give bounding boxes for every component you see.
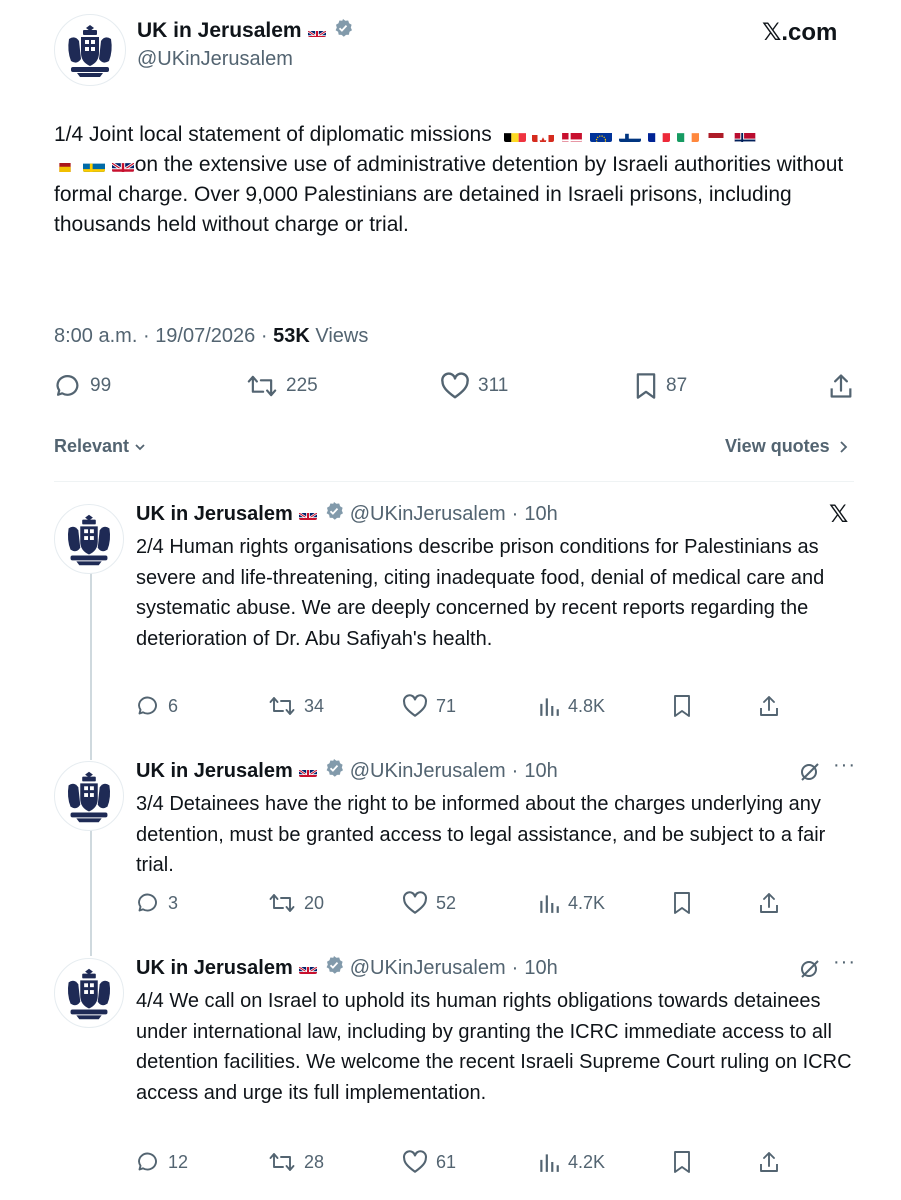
bookmark-icon [634, 372, 658, 400]
share-button[interactable] [758, 694, 780, 718]
x-brand-logo: 𝕏.com [762, 19, 838, 46]
chevron-right-icon [838, 440, 848, 454]
bookmark-icon [672, 891, 692, 915]
tweet-text-rest: on the extensive use of administrative detention by Israeli authorities without formal charge. Over 9,000 Palestinians are detained in Israeli prisons, including thousands held without charge or trial. [54, 153, 844, 236]
reply-text: 2/4 Human rights organisations describe prison conditions for Palestinians as severe and life-threatening, citing inadequate food, denial of medical care and systematic abuse. We are deeply concerned by recent reports regarding the deterioration of Dr. Abu Safiyah's health. [136, 536, 825, 650]
bookmark-icon [672, 1150, 692, 1174]
share-button[interactable] [828, 372, 854, 400]
repost-count: 225 [286, 375, 318, 396]
tweet-text [54, 120, 854, 240]
heart-icon [402, 1150, 428, 1174]
view-quotes-label: View quotes [725, 436, 830, 456]
reply-icon [136, 891, 160, 915]
royal-coat-of-arms-icon [55, 762, 123, 830]
sort-dropdown[interactable] [54, 436, 147, 457]
views-count: 4.7K [568, 892, 606, 913]
separator-dot: · [511, 502, 519, 525]
uk-flag-icon [299, 962, 317, 974]
thread-line [90, 828, 92, 956]
bookmark-count: 87 [666, 375, 688, 396]
share-icon [758, 1150, 780, 1174]
spain-flag-icon [54, 157, 76, 172]
share-icon [758, 891, 780, 915]
author-row [137, 18, 353, 44]
thread-line [90, 570, 92, 760]
uk-flag-icon [308, 25, 326, 37]
repost-icon [268, 694, 296, 718]
author-handle[interactable]: @UKinJerusalem [349, 502, 506, 525]
views-label: Views [315, 325, 369, 347]
belgium-flag-icon [504, 127, 526, 142]
separator-dot: · [142, 325, 150, 347]
views-button[interactable] [538, 694, 605, 718]
timestamp-row [54, 325, 368, 348]
reply-header [136, 955, 558, 981]
like-count: 311 [478, 375, 509, 396]
repost-icon [268, 891, 296, 915]
like-button[interactable] [402, 891, 456, 915]
bookmark-button[interactable] [634, 372, 687, 400]
eu-flag-icon [590, 127, 612, 142]
reply-text: 4/4 We call on Israel to uphold its human rights obligations towards detainees under international law, including by granting the ICRC immediate access to all detention facilities. We welcome the recent Israeli Supreme Court ruling on ICRC access and urge its full implementation. [136, 990, 852, 1104]
reply-time[interactable]: 10h [524, 956, 558, 979]
avatar[interactable] [54, 14, 126, 86]
view-quotes-link[interactable] [725, 436, 848, 457]
repost-count: 28 [304, 1151, 325, 1172]
royal-coat-of-arms-icon [55, 15, 125, 85]
tweet-date[interactable]: 19/07/2026 [155, 325, 256, 347]
reply-button[interactable] [136, 694, 178, 718]
flags-row [504, 123, 758, 146]
avatar[interactable] [54, 761, 124, 831]
reply-header [136, 758, 558, 784]
author-name[interactable]: UK in Jerusalem [136, 759, 293, 782]
like-count: 52 [436, 892, 457, 913]
separator-dot: · [260, 325, 268, 347]
author-name[interactable]: UK in Jerusalem [136, 502, 293, 525]
netherlands-flag-icon [705, 127, 727, 142]
share-icon [758, 694, 780, 718]
author-handle[interactable]: @UKinJerusalem [137, 48, 293, 70]
reply-text: 3/4 Detainees have the right to be informed about the charges underlying any detention, must be granted access to legal assistance, and be subject to a fair trial. [136, 793, 826, 876]
author-handle[interactable]: @UKinJerusalem [349, 759, 506, 782]
heart-icon [402, 891, 428, 915]
reply-count: 3 [168, 892, 179, 913]
reply-button[interactable] [136, 891, 178, 915]
avatar[interactable] [54, 504, 124, 574]
reply-icon [136, 694, 160, 718]
tweet-time[interactable]: 8:00 a.m. [54, 325, 138, 347]
tweet-text-line1: 1/4 Joint local statement of diplomatic missions [54, 123, 492, 146]
like-count: 71 [436, 695, 457, 716]
denmark-flag-icon [561, 127, 583, 142]
divider [54, 481, 854, 482]
bookmark-icon [672, 694, 692, 718]
reply-count: 6 [168, 695, 179, 716]
sweden-flag-icon [83, 157, 105, 172]
chevron-down-icon [133, 440, 147, 454]
like-button[interactable] [440, 372, 508, 400]
ireland-flag-icon [677, 127, 699, 142]
heart-icon [402, 694, 428, 718]
repost-icon [268, 1150, 296, 1174]
reply-icon [136, 1150, 160, 1174]
like-button[interactable] [402, 1150, 456, 1174]
bookmark-button[interactable] [672, 891, 692, 915]
reply-button[interactable] [54, 372, 111, 400]
grok-icon[interactable] [798, 760, 822, 789]
like-count: 61 [436, 1151, 457, 1172]
views-button[interactable] [538, 1150, 605, 1174]
canada-flag-icon [532, 127, 554, 142]
share-button[interactable] [758, 1150, 780, 1174]
norway-flag-icon [734, 127, 756, 142]
like-button[interactable] [402, 694, 456, 718]
repost-button[interactable] [268, 694, 324, 718]
repost-icon [246, 372, 278, 400]
verified-badge-icon [324, 955, 344, 981]
views-count: 4.8K [568, 695, 606, 716]
bookmark-button[interactable] [672, 694, 692, 718]
separator-dot: · [511, 956, 519, 979]
bar-chart-icon [538, 891, 560, 915]
views-count: 4.2K [568, 1151, 606, 1172]
repost-count: 20 [304, 892, 325, 913]
uk-flag-icon [299, 765, 317, 777]
verified-badge-icon [324, 501, 344, 527]
reply-count: 99 [90, 375, 112, 396]
repost-button[interactable] [268, 1150, 324, 1174]
verified-badge-icon [324, 758, 344, 784]
finland-flag-icon [619, 127, 641, 142]
author-name[interactable]: UK in Jerusalem [137, 19, 302, 42]
reply-time[interactable]: 10h [524, 759, 558, 782]
bar-chart-icon [538, 694, 560, 718]
separator-dot: · [511, 759, 519, 782]
reply-icon [54, 372, 82, 400]
france-flag-icon [648, 127, 670, 142]
royal-coat-of-arms-icon [55, 505, 123, 573]
sort-label: Relevant [54, 436, 130, 456]
grok-icon[interactable] [798, 957, 822, 986]
heart-icon [440, 372, 470, 400]
uk-flag-icon [299, 508, 317, 520]
bookmark-button[interactable] [672, 1150, 692, 1174]
repost-button[interactable] [268, 891, 324, 915]
share-icon [828, 372, 854, 400]
repost-button[interactable] [246, 372, 318, 400]
repost-count: 34 [304, 695, 325, 716]
x-logo-icon: 𝕏 [829, 501, 849, 528]
reply-button[interactable] [136, 1150, 188, 1174]
uk-flag-icon [112, 157, 134, 172]
author-name[interactable]: UK in Jerusalem [136, 956, 293, 979]
royal-coat-of-arms-icon [55, 959, 123, 1027]
verified-badge-icon [333, 18, 353, 44]
share-button[interactable] [758, 891, 780, 915]
views-button[interactable] [538, 891, 605, 915]
more-options-icon[interactable]: ··· [833, 951, 856, 973]
author-handle[interactable]: @UKinJerusalem [349, 956, 506, 979]
reply-header [136, 501, 558, 527]
reply-count: 12 [168, 1151, 189, 1172]
bar-chart-icon [538, 1150, 560, 1174]
views-count: 53K [273, 325, 310, 347]
more-options-icon[interactable]: ··· [833, 754, 856, 776]
avatar[interactable] [54, 958, 124, 1028]
reply-time[interactable]: 10h [524, 502, 558, 525]
